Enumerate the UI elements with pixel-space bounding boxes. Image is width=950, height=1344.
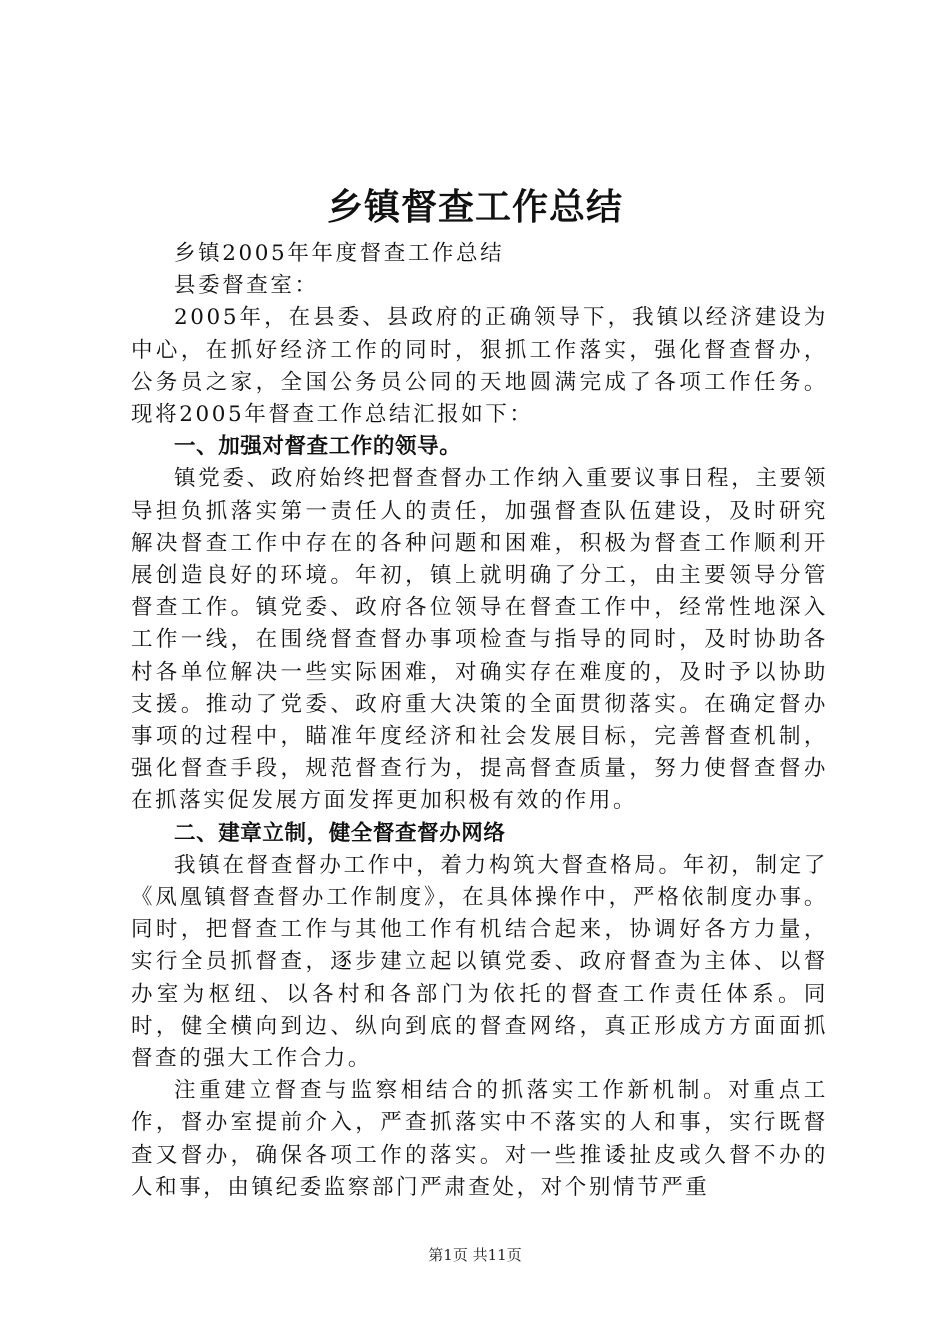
intro-paragraph: 2005年，在县委、县政府的正确领导下，我镇以经济建设为中心，在抓好经济工作的同时，狠抓工作落实，强化督查督办，公务员之家，全国公务员公同的天地圆满完成了各项工作任务。现将2005年督查工作总结汇报如下： bbox=[131, 305, 828, 428]
page-footer: 第1页 共11页 bbox=[428, 1246, 522, 1264]
section-1-paragraph: 镇党委、政府始终把督查督办工作纳入重要议事日程，主要领导担负抓落实第一责任人的责任，加强督查队伍建设，及时研究解决督查工作中存在的各种问题和困难，积极为督查工作顺利开展创造良好的环境。年初，镇上就明确了分工，由主要领导分管督查工作。镇党委、政府各位领导在督查工作中，经常性地深入工作一线，在围绕督查督办事项检查与指导的同时，及时协助各村各单位解决一些实际困难，对确实存在难度的，及时予以协助支援。推动了党委、政府重大决策的全面贯彻落实。在确定督办事项的过程中，瞄准年度经济和社会发展目标，完善督查机制，强化督查手段，规范督查行为，提高督查质量，努力使督查督办在抓落实促发展方面发挥更加积极有效的作用。 bbox=[131, 466, 828, 814]
document-body bbox=[131, 238, 828, 1204]
section-heading-1: 一、加强对督查工作的领导。 bbox=[174, 434, 462, 460]
section-2-paragraph-2: 注重建立督查与监察相结合的抓落实工作新机制。对重点工作，督办室提前介入，严查抓落实中不落实的人和事，实行既督查又督办，确保各项工作的落实。对一些推诿扯皮或久督不办的人和事，由镇纪委监察部门严肃查处，对个别情节严重 bbox=[131, 1078, 828, 1200]
section-heading-2: 二、建章立制，健全督查督办网络 bbox=[174, 820, 506, 846]
section-2-paragraph-1: 我镇在督查督办工作中，着力构筑大督查格局。年初，制定了《凤凰镇督查督办工作制度》，在具体操作中，严格依制度办事。同时，把督查工作与其他工作有机结合起来，协调好各方力量，实行全员抓督查，逐步建立起以镇党委、政府督查为主体、以督办室为枢纽、以各村和各部门为依托的督查工作责任体系。同时，健全横向到边、纵向到底的督查网络，真正形成方方面面抓督查的强大工作合力。 bbox=[131, 852, 828, 1072]
subtitle-paragraph: 乡镇2005年年度督查工作总结 bbox=[174, 241, 505, 266]
salutation-paragraph: 县委督查室： bbox=[174, 273, 319, 299]
document-title: 乡镇督查工作总结 bbox=[326, 187, 623, 228]
